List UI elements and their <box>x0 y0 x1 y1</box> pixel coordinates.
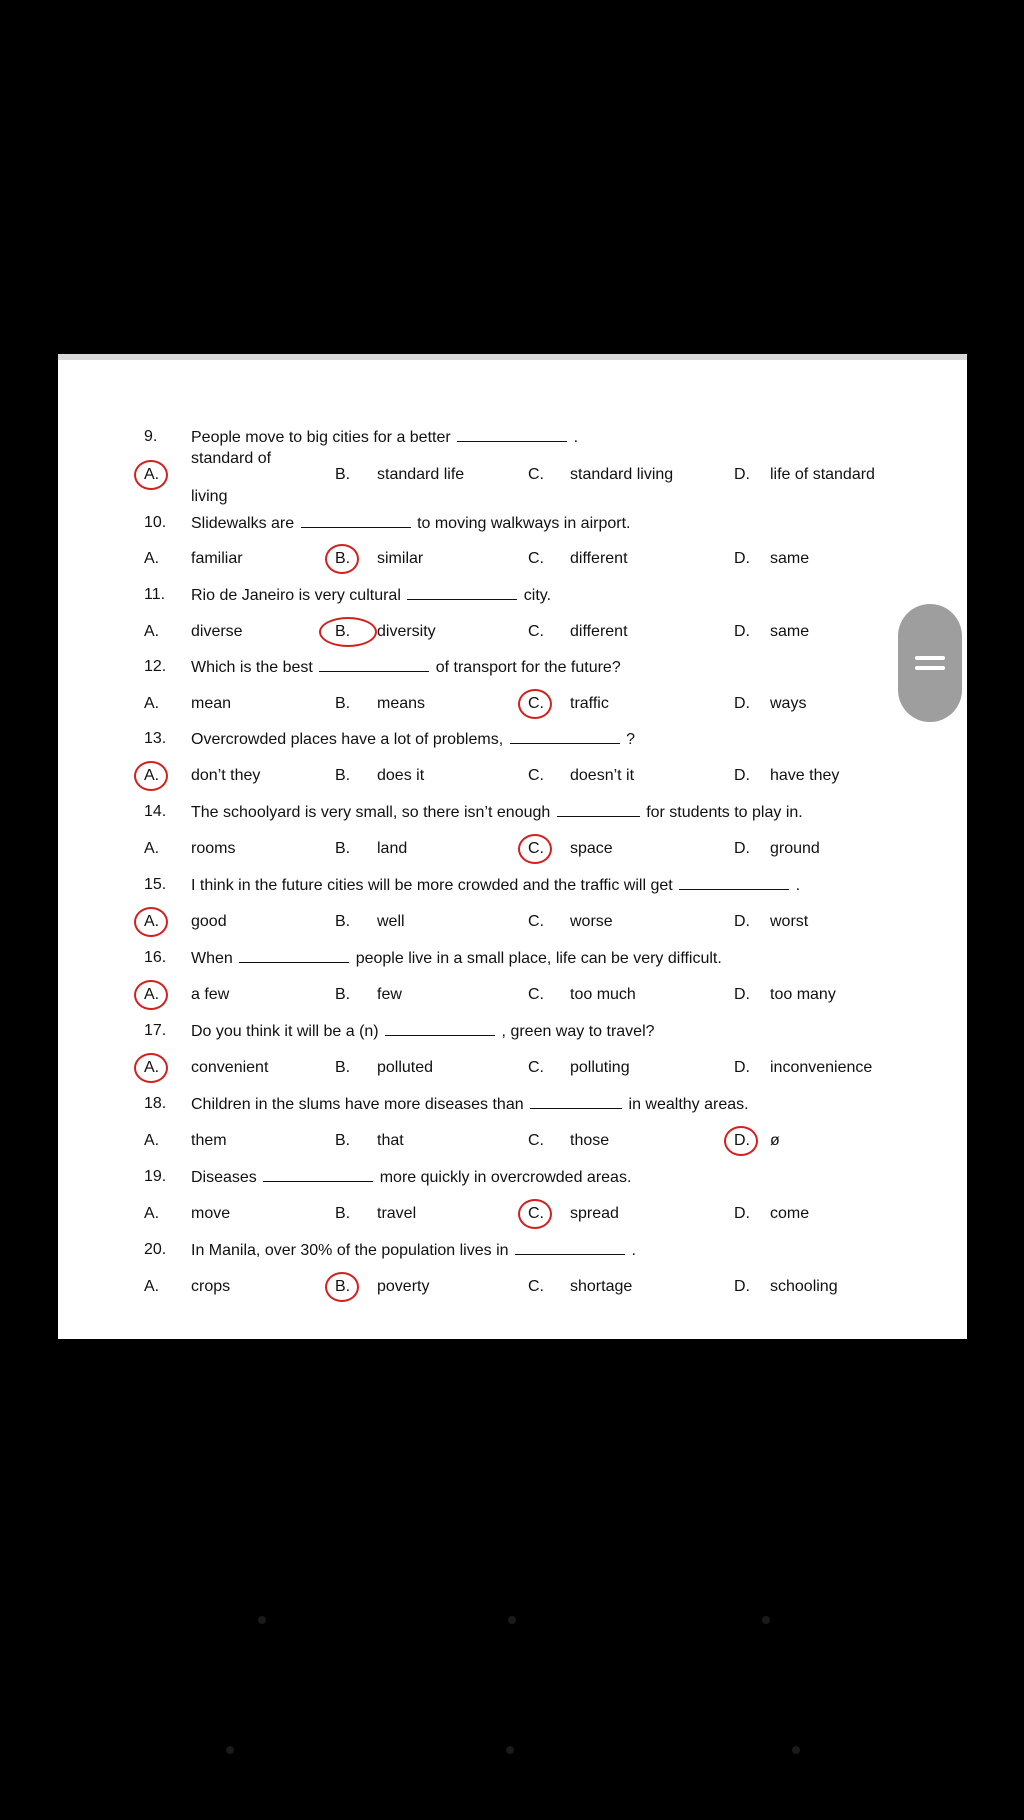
background-dot <box>226 1746 234 1754</box>
option-text-a[interactable]: rooms <box>191 840 236 857</box>
question-number: 13. <box>144 730 167 747</box>
option-text-b[interactable]: land <box>377 840 408 857</box>
option-text-c[interactable]: different <box>570 550 628 567</box>
option-letter-d[interactable]: D. <box>734 466 750 483</box>
option-text-c[interactable]: those <box>570 1132 610 1149</box>
option-text-c[interactable]: space <box>570 840 613 857</box>
question-number: 10. <box>144 514 167 531</box>
option-letter-a[interactable]: A. <box>144 623 160 640</box>
question-row <box>58 943 967 973</box>
question-row <box>58 1016 967 1046</box>
option-line: standard of <box>191 450 272 467</box>
stem-text: . <box>795 877 801 894</box>
option-text-c[interactable]: too much <box>570 986 636 1003</box>
option-letter-d[interactable]: D. <box>734 1132 750 1149</box>
stem-text: for students to play in. <box>646 804 803 821</box>
answer-blank <box>319 658 429 672</box>
question-stem <box>191 730 635 749</box>
answer-circle <box>134 1053 168 1083</box>
option-letter-c[interactable]: C. <box>528 913 544 930</box>
stem-text: In Manila, over 30% of the population lives in <box>191 1242 509 1259</box>
option-text-d[interactable]: same <box>770 623 810 640</box>
option-letter-c[interactable]: C. <box>528 1278 544 1295</box>
option-text-b[interactable]: well <box>377 913 405 930</box>
answer-blank <box>457 428 567 442</box>
option-letter-b[interactable]: B. <box>335 1205 351 1222</box>
option-text-c[interactable]: different <box>570 623 628 640</box>
stem-text: Which is the best <box>191 659 313 676</box>
option-text-d[interactable]: ø <box>770 1132 780 1149</box>
question-stem <box>191 803 803 822</box>
handle-bar <box>915 666 945 670</box>
option-text-b[interactable]: polluted <box>377 1059 434 1076</box>
answer-circle <box>518 834 552 864</box>
question-row <box>58 508 967 538</box>
option-letter-b[interactable]: B. <box>335 986 351 1003</box>
background-dot <box>792 1746 800 1754</box>
answer-blank <box>385 1022 495 1036</box>
option-text-c[interactable]: worse <box>570 913 613 930</box>
background-dot <box>258 1616 266 1624</box>
option-text-d[interactable]: too many <box>770 986 836 1003</box>
answer-row <box>58 689 967 719</box>
stem-text: When <box>191 950 233 967</box>
stem-text: Do you think it will be a (n) <box>191 1023 379 1040</box>
stem-text: The schoolyard is very small, so there isn’t enough <box>191 804 551 821</box>
stem-text: Slidewalks are <box>191 515 295 532</box>
question-number: 15. <box>144 876 167 893</box>
option-text-d[interactable]: worst <box>770 913 809 930</box>
answer-blank <box>510 730 620 744</box>
stem-text: Diseases <box>191 1169 257 1186</box>
option-text-d[interactable]: schooling <box>770 1278 838 1295</box>
option-letter-d[interactable]: D. <box>734 550 750 567</box>
option-letter-b[interactable]: B. <box>335 466 351 483</box>
answer-blank <box>679 876 789 890</box>
option-letter-d[interactable]: D. <box>734 695 750 712</box>
answer-row <box>58 617 967 647</box>
stem-text: , green way to travel? <box>501 1023 655 1040</box>
question-stem <box>191 658 621 677</box>
question-stem <box>191 514 630 533</box>
option-letter-a[interactable]: A. <box>144 695 160 712</box>
answer-row <box>58 907 967 937</box>
option-letter-d[interactable]: D. <box>734 1278 750 1295</box>
option-letter-d[interactable]: D. <box>734 986 750 1003</box>
stem-text: . <box>573 429 579 446</box>
option-line: living <box>191 488 228 505</box>
answer-row <box>58 1199 967 1229</box>
answer-blank <box>301 514 411 528</box>
option-letter-c[interactable]: C. <box>528 466 544 483</box>
question-row <box>58 870 967 900</box>
option-letter-b[interactable]: B. <box>335 840 351 857</box>
question-number: 14. <box>144 803 167 820</box>
stem-text: Overcrowded places have a lot of problems, <box>191 731 504 748</box>
stem-text: to moving walkways in airport. <box>417 515 631 532</box>
option-text-d[interactable]: life of standard <box>770 466 875 483</box>
background-dot <box>762 1616 770 1624</box>
answer-blank <box>530 1095 622 1109</box>
option-letter-a[interactable]: A. <box>144 767 160 784</box>
option-text-d[interactable]: inconvenience <box>770 1059 873 1076</box>
question-number: 19. <box>144 1168 167 1185</box>
handle-bar <box>915 656 945 660</box>
option-text-b[interactable]: standard life <box>377 466 465 483</box>
option-letter-c[interactable]: C. <box>528 1059 544 1076</box>
question-number: 20. <box>144 1241 167 1258</box>
answer-row <box>58 834 967 864</box>
option-text-a[interactable]: a few <box>191 986 230 1003</box>
question-stem <box>191 586 551 605</box>
option-text-b[interactable]: travel <box>377 1205 417 1222</box>
answer-blank <box>407 586 517 600</box>
option-letter-d[interactable]: D. <box>734 1205 750 1222</box>
option-text-a[interactable]: them <box>191 1132 227 1149</box>
menu-handle-icon[interactable] <box>898 604 962 722</box>
answer-circle <box>325 544 359 574</box>
question-row <box>58 652 967 682</box>
option-letter-a[interactable]: A. <box>144 986 160 1003</box>
option-letter-a[interactable]: A. <box>144 913 160 930</box>
option-letter-c[interactable]: C. <box>528 623 544 640</box>
stem-text: . <box>631 1242 636 1259</box>
answer-circle <box>134 980 168 1010</box>
background-dot <box>506 1746 514 1754</box>
question-row <box>58 1089 967 1119</box>
option-text-a[interactable]: good <box>191 913 227 930</box>
worksheet-page <box>58 354 967 1339</box>
option-text-a[interactable]: familiar <box>191 550 243 567</box>
answer-circle <box>134 761 168 791</box>
answer-row <box>58 980 967 1010</box>
question-row <box>58 797 967 827</box>
stem-text: more quickly in overcrowded areas. <box>379 1169 632 1186</box>
option-text-c[interactable]: spread <box>570 1205 619 1222</box>
option-letter-a[interactable]: A. <box>144 1205 160 1222</box>
option-letter-a[interactable]: A. <box>144 1059 160 1076</box>
option-letter-a[interactable]: A. <box>144 1278 160 1295</box>
question-number: 9. <box>144 428 158 445</box>
stem-text: in wealthy areas. <box>628 1096 749 1113</box>
stem-text: I think in the future cities will be more crowded and the traffic will get <box>191 877 673 894</box>
option-letter-d[interactable]: D. <box>734 913 750 930</box>
option-letter-b[interactable]: B. <box>335 550 351 567</box>
stem-text: People move to big cities for a better <box>191 429 451 446</box>
option-letter-d[interactable]: D. <box>734 767 750 784</box>
answer-row <box>58 450 967 505</box>
option-letter-b[interactable]: B. <box>335 1132 351 1149</box>
stem-text: city. <box>523 587 552 604</box>
option-letter-d[interactable]: D. <box>734 623 750 640</box>
option-letter-a[interactable]: A. <box>144 550 160 567</box>
answer-circle <box>518 689 552 719</box>
option-text-d[interactable]: have they <box>770 767 840 784</box>
question-row <box>58 580 967 610</box>
question-number: 16. <box>144 949 167 966</box>
option-text-c[interactable]: shortage <box>570 1278 633 1295</box>
question-stem <box>191 876 800 895</box>
option-text-a[interactable]: don’t they <box>191 767 261 784</box>
option-letter-b[interactable]: B. <box>335 1059 351 1076</box>
question-stem <box>191 1241 636 1260</box>
answer-row <box>58 544 967 574</box>
question-number: 18. <box>144 1095 167 1112</box>
answer-blank <box>239 949 349 963</box>
option-text-d[interactable]: come <box>770 1205 810 1222</box>
answer-row <box>58 761 967 791</box>
question-row <box>58 1162 967 1192</box>
question-stem <box>191 949 722 968</box>
option-text-a[interactable]: diverse <box>191 623 243 640</box>
option-text-c[interactable]: standard living <box>570 466 674 483</box>
option-letter-c[interactable]: C. <box>528 986 544 1003</box>
answer-circle <box>134 907 168 937</box>
option-text-b[interactable]: that <box>377 1132 404 1149</box>
option-letter-c[interactable]: C. <box>528 1132 544 1149</box>
option-text-b[interactable]: few <box>377 986 402 1003</box>
stem-text: ? <box>626 731 635 748</box>
answer-circle <box>319 617 377 647</box>
option-letter-c[interactable]: C. <box>528 550 544 567</box>
answer-row <box>58 1272 967 1302</box>
option-text-b[interactable]: similar <box>377 550 424 567</box>
stem-text: Children in the slums have more diseases than <box>191 1096 524 1113</box>
option-letter-b[interactable]: B. <box>335 623 351 640</box>
option-text-b[interactable]: poverty <box>377 1278 430 1295</box>
option-letter-a[interactable]: A. <box>144 840 160 857</box>
option-text-a[interactable]: convenient <box>191 1059 269 1076</box>
option-text-d[interactable]: ground <box>770 840 820 857</box>
option-letter-c[interactable]: C. <box>528 840 544 857</box>
option-letter-b[interactable]: B. <box>335 1278 351 1295</box>
answer-circle <box>518 1199 552 1229</box>
question-number: 17. <box>144 1022 167 1039</box>
option-text-c[interactable]: polluting <box>570 1059 630 1076</box>
option-text-d[interactable]: same <box>770 550 810 567</box>
question-stem <box>191 1022 655 1041</box>
option-letter-c[interactable]: C. <box>528 1205 544 1222</box>
option-letter-d[interactable]: D. <box>734 840 750 857</box>
stem-text: of transport for the future? <box>435 659 621 676</box>
question-number: 12. <box>144 658 167 675</box>
option-letter-c[interactable]: C. <box>528 767 544 784</box>
option-text-a[interactable] <box>191 440 271 516</box>
option-letter-b[interactable]: B. <box>335 695 351 712</box>
option-text-c[interactable]: traffic <box>570 695 609 712</box>
question-stem <box>191 1168 631 1187</box>
option-text-b[interactable]: diversity <box>377 623 436 640</box>
question-row <box>58 724 967 754</box>
answer-circle <box>325 1272 359 1302</box>
option-letter-c[interactable]: C. <box>528 695 544 712</box>
answer-blank <box>557 803 640 817</box>
answer-blank <box>263 1168 373 1182</box>
answer-blank <box>515 1241 625 1255</box>
option-text-b[interactable]: means <box>377 695 426 712</box>
option-text-d[interactable]: ways <box>770 695 807 712</box>
option-text-b[interactable]: does it <box>377 767 425 784</box>
option-text-a[interactable]: move <box>191 1205 231 1222</box>
option-letter-b[interactable]: B. <box>335 767 351 784</box>
answer-circle <box>134 460 168 490</box>
question-number: 11. <box>144 586 166 603</box>
option-letter-b[interactable]: B. <box>335 913 351 930</box>
question-row <box>58 1235 967 1265</box>
question-stem <box>191 1095 749 1114</box>
option-text-a[interactable]: mean <box>191 695 232 712</box>
stem-text: people live in a small place, life can be very difficult. <box>355 950 722 967</box>
option-text-a[interactable]: crops <box>191 1278 231 1295</box>
option-letter-d[interactable]: D. <box>734 1059 750 1076</box>
option-letter-a[interactable]: A. <box>144 1132 160 1149</box>
stem-text: Rio de Janeiro is very cultural <box>191 587 401 604</box>
background-dot <box>508 1616 516 1624</box>
option-letter-a[interactable]: A. <box>144 466 160 483</box>
answer-circle <box>724 1126 758 1156</box>
answer-row <box>58 1053 967 1083</box>
answer-row <box>58 1126 967 1156</box>
option-text-c[interactable]: doesn’t it <box>570 767 635 784</box>
